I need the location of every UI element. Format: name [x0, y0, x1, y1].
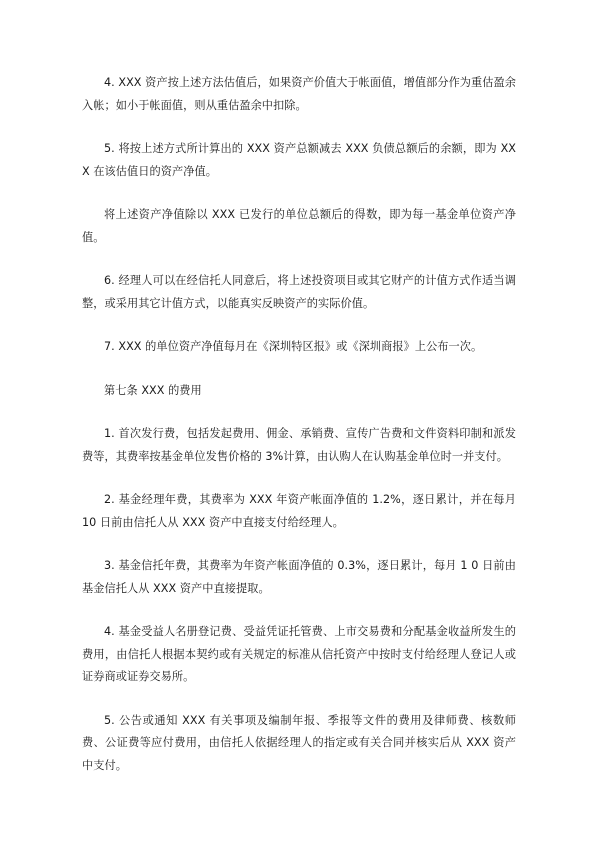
paragraph-fee-5: 5. 公告或通知 XXX 有关事项及编制年报、季报等文件的费用及律师费、核数师费、公证费等应付费用，由信托人依据经理人的指定或有关合同并核实后从 XXX 资产中支付。	[82, 713, 516, 772]
paragraph-valuation-7: 7. XXX 的单位资产净值每月在《深圳特区报》或《深圳商报》上公布一次。	[104, 340, 483, 353]
paragraph-fee-2: 2. 基金经理年费，其费率为 XXX 年资产帐面净值的 1.2%，逐日累计，并在每月 10 日前由信托人从 XXX 资产中直接支付给经理人。	[82, 493, 516, 529]
document-body	[82, 72, 516, 798]
paragraph-net-value-per-unit: 将上述资产净值除以 XXX 已发行的单位总额后的得数，即为每一基金单位资产净值。	[82, 208, 516, 244]
paragraph-fee-1: 1. 首次发行费，包括发起费用、佣金、承销费、宣传广告费和文件资料印制和派发费等，其费率按基金单位发售价格的 3%计算，由认购人在认购基金单位时一并支付。	[82, 427, 516, 463]
paragraph-valuation-5: 5. 将按上述方式所计算出的 XXX 资产总额减去 XXX 负债总额后的余额，即为 XXX 在该估值日的资产净值。	[82, 142, 516, 178]
paragraph-valuation-6: 6. 经理人可以在经信托人同意后，将上述投资项目或其它财产的计值方式作适当调整，或采用其它计值方式，以能真实反映资产的实际价值。	[82, 274, 516, 310]
paragraph-fee-4: 4. 基金受益人名册登记费、受益凭证托管费、上市交易费和分配基金收益所发生的费用，由信托人根据本契约或有关规定的标准从信托资产中按时支付给经理人登记人或证券商或证券交易所。	[82, 625, 516, 683]
paragraph-fee-3: 3. 基金信托年费，其费率为年资产帐面净值的 0.3%，逐日累计，每月 1 0 日前由基金信托人从 XXX 资产中直接提取。	[82, 559, 516, 595]
section-heading-article-7: 第七条 XXX 的费用	[104, 383, 202, 397]
paragraph-valuation-4: 4. XXX 资产按上述方法估值后，如果资产价值大于帐面值，增值部分作为重估盈余入帐；如小于帐面值，则从重估盈余中扣除。	[82, 76, 516, 112]
